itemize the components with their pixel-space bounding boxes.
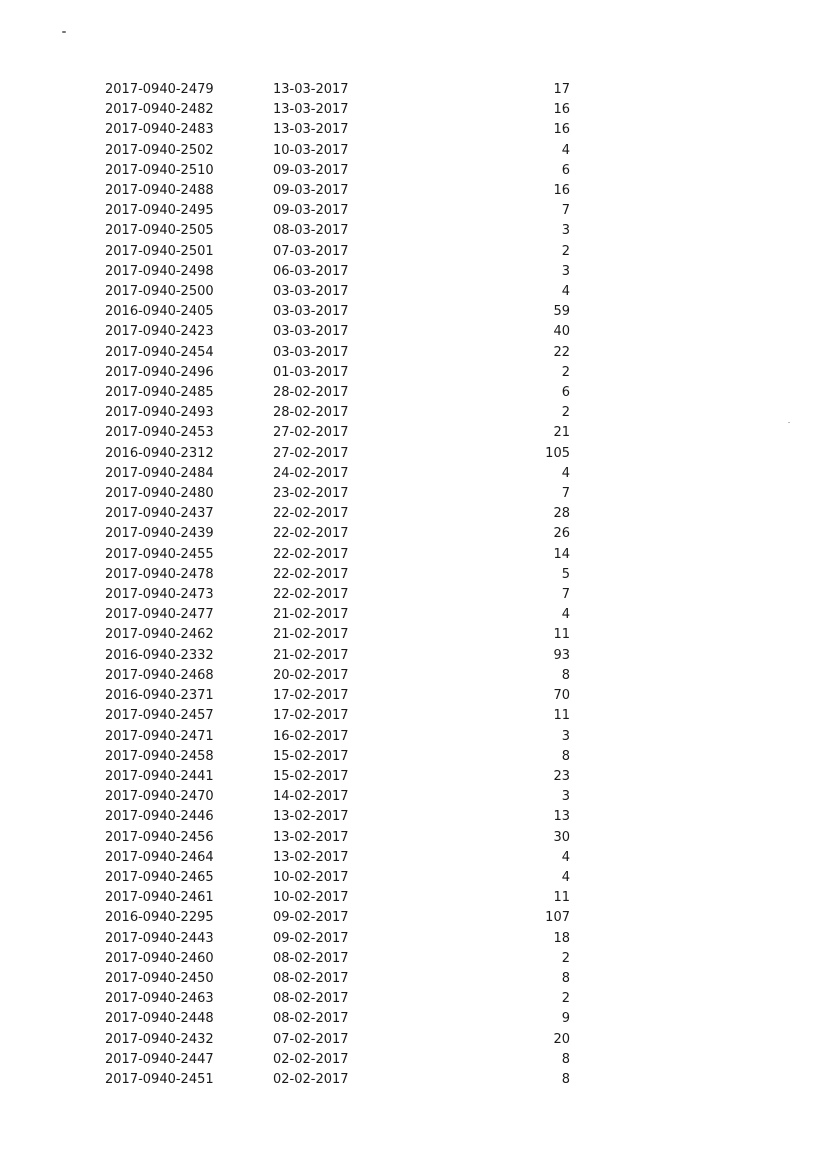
count-cell: 26 [553,526,570,542]
count-cell: 3 [561,263,570,279]
case-number-cell: 2017-0940-2456 [105,829,214,845]
table-row [105,646,570,666]
case-number-cell: 2017-0940-2496 [105,364,214,380]
date-cell: 14-02-2017 [273,789,349,805]
count-cell: 17 [553,82,570,97]
table-row [105,747,570,767]
date-cell: 27-02-2017 [273,445,349,461]
count-cell: 7 [561,587,570,603]
date-cell: 21-02-2017 [273,647,349,663]
date-cell: 07-03-2017 [273,243,349,259]
count-cell: 14 [553,546,570,562]
table-row [105,282,570,302]
case-number-cell: 2017-0940-2458 [105,748,214,764]
case-number-cell: 2017-0940-2453 [105,425,214,441]
date-cell: 20-02-2017 [273,667,349,683]
table-row [105,343,570,363]
date-cell: 13-03-2017 [273,122,349,138]
case-number-cell: 2017-0940-2484 [105,465,214,481]
date-cell: 10-02-2017 [273,869,349,885]
date-cell: 21-02-2017 [273,607,349,623]
table-row [105,464,570,484]
date-cell: 13-02-2017 [273,849,349,865]
case-number-cell: 2017-0940-2505 [105,223,214,239]
table-row [105,242,570,262]
date-cell: 22-02-2017 [273,587,349,603]
case-number-cell: 2017-0940-2488 [105,183,214,199]
table-row [105,625,570,645]
table-row [105,605,570,625]
count-cell: 16 [553,183,570,199]
table-row [105,706,570,726]
date-cell: 16-02-2017 [273,728,349,744]
date-cell: 03-03-2017 [273,344,349,360]
table-row [105,585,570,605]
count-cell: 6 [561,385,570,401]
count-cell: 9 [561,1011,570,1027]
case-number-cell: 2017-0940-2485 [105,385,214,401]
count-cell: 4 [561,607,570,623]
count-cell: 22 [553,344,570,360]
date-cell: 03-03-2017 [273,284,349,300]
case-number-cell: 2017-0940-2471 [105,728,214,744]
case-number-cell: 2017-0940-2473 [105,587,214,603]
date-cell: 28-02-2017 [273,385,349,401]
case-number-cell: 2017-0940-2441 [105,768,214,784]
table-row [105,383,570,403]
count-cell: 70 [553,688,570,704]
date-cell: 07-02-2017 [273,1031,349,1047]
count-cell: 105 [545,445,570,461]
date-cell: 10-03-2017 [273,142,349,158]
count-cell: 8 [561,1071,570,1087]
table-row [105,161,570,181]
table-row [105,888,570,908]
table-row [105,221,570,241]
case-number-cell: 2017-0940-2447 [105,1051,214,1067]
case-number-cell: 2017-0940-2478 [105,566,214,582]
case-number-cell: 2017-0940-2454 [105,344,214,360]
table-row [105,423,570,443]
count-cell: 2 [561,950,570,966]
count-cell: 11 [553,708,570,724]
date-cell: 13-02-2017 [273,809,349,825]
count-cell: 18 [553,930,570,946]
date-cell: 17-02-2017 [273,708,349,724]
count-cell: 93 [553,647,570,663]
count-cell: 4 [561,284,570,300]
date-cell: 08-02-2017 [273,950,349,966]
case-number-cell: 2017-0940-2479 [105,82,214,97]
case-number-cell: 2017-0940-2470 [105,789,214,805]
count-cell: 3 [561,728,570,744]
table-row [105,1070,570,1090]
date-cell: 01-03-2017 [273,364,349,380]
date-cell: 15-02-2017 [273,768,349,784]
table-row [105,363,570,383]
table-row [105,1009,570,1029]
case-number-cell: 2016-0940-2312 [105,445,214,461]
date-cell: 27-02-2017 [273,425,349,441]
case-number-cell: 2017-0940-2493 [105,405,214,421]
count-cell: 107 [545,910,570,926]
count-cell: 8 [561,1051,570,1067]
case-number-cell: 2017-0940-2483 [105,122,214,138]
table-row [105,868,570,888]
case-number-cell: 2017-0940-2439 [105,526,214,542]
scan-speck [62,31,66,33]
case-number-cell: 2017-0940-2455 [105,546,214,562]
case-number-cell: 2017-0940-2446 [105,809,214,825]
case-number-cell: 2017-0940-2457 [105,708,214,724]
table-row [105,504,570,524]
table-row [105,141,570,161]
date-cell: 21-02-2017 [273,627,349,643]
scan-speck [788,422,790,423]
date-cell: 13-03-2017 [273,102,349,118]
table-row [105,908,570,928]
table-row [105,120,570,140]
count-cell: 11 [553,890,570,906]
date-cell: 09-03-2017 [273,203,349,219]
table-row [105,807,570,827]
case-number-cell: 2016-0940-2405 [105,304,214,320]
table-row [105,787,570,807]
count-cell: 2 [561,405,570,421]
date-cell: 08-03-2017 [273,223,349,239]
table-row [105,100,570,120]
case-number-cell: 2017-0940-2448 [105,1011,214,1027]
date-cell: 10-02-2017 [273,890,349,906]
count-cell: 21 [553,425,570,441]
case-number-cell: 2017-0940-2465 [105,869,214,885]
count-cell: 3 [561,223,570,239]
count-cell: 28 [553,506,570,522]
table-row [105,1050,570,1070]
count-cell: 4 [561,142,570,158]
count-cell: 7 [561,486,570,502]
count-cell: 2 [561,243,570,259]
table-row [105,524,570,544]
table-row [105,545,570,565]
date-cell: 08-02-2017 [273,991,349,1007]
case-number-cell: 2017-0940-2468 [105,667,214,683]
date-cell: 09-02-2017 [273,910,349,926]
case-number-cell: 2017-0940-2464 [105,849,214,865]
table-row [105,181,570,201]
table-row [105,80,570,100]
case-number-cell: 2017-0940-2450 [105,970,214,986]
count-cell: 16 [553,122,570,138]
case-number-cell: 2017-0940-2500 [105,284,214,300]
table-row [105,969,570,989]
date-cell: 02-02-2017 [273,1051,349,1067]
count-cell: 8 [561,748,570,764]
count-cell: 4 [561,849,570,865]
count-cell: 4 [561,465,570,481]
date-cell: 23-02-2017 [273,486,349,502]
case-number-cell: 2017-0940-2423 [105,324,214,340]
count-cell: 2 [561,364,570,380]
case-table-body [105,80,570,1090]
date-cell: 13-02-2017 [273,829,349,845]
date-cell: 03-03-2017 [273,324,349,340]
table-row [105,686,570,706]
table-row [105,484,570,504]
count-cell: 13 [553,809,570,825]
case-number-cell: 2017-0940-2461 [105,890,214,906]
count-cell: 7 [561,203,570,219]
case-number-cell: 2017-0940-2498 [105,263,214,279]
case-number-cell: 2017-0940-2495 [105,203,214,219]
date-cell: 06-03-2017 [273,263,349,279]
case-number-cell: 2016-0940-2295 [105,910,214,926]
table-row [105,262,570,282]
table-row [105,302,570,322]
case-number-cell: 2017-0940-2463 [105,991,214,1007]
date-cell: 13-03-2017 [273,82,349,97]
count-cell: 59 [553,304,570,320]
count-cell: 30 [553,829,570,845]
table-row [105,1030,570,1050]
table-row [105,201,570,221]
date-cell: 09-03-2017 [273,183,349,199]
date-cell: 17-02-2017 [273,688,349,704]
table-row [105,403,570,423]
count-cell: 20 [553,1031,570,1047]
date-cell: 28-02-2017 [273,405,349,421]
date-cell: 22-02-2017 [273,526,349,542]
case-number-cell: 2017-0940-2501 [105,243,214,259]
count-cell: 40 [553,324,570,340]
table-row [105,949,570,969]
table-row [105,444,570,464]
case-number-cell: 2017-0940-2482 [105,102,214,118]
table-row [105,322,570,342]
date-cell: 03-03-2017 [273,304,349,320]
date-cell: 22-02-2017 [273,506,349,522]
table-row [105,565,570,585]
case-number-cell: 2017-0940-2432 [105,1031,214,1047]
count-cell: 5 [561,566,570,582]
date-cell: 22-02-2017 [273,566,349,582]
case-number-cell: 2016-0940-2332 [105,647,214,663]
case-number-cell: 2016-0940-2371 [105,688,214,704]
date-cell: 08-02-2017 [273,970,349,986]
case-number-cell: 2017-0940-2460 [105,950,214,966]
date-cell: 15-02-2017 [273,748,349,764]
count-cell: 6 [561,162,570,178]
case-number-cell: 2017-0940-2510 [105,162,214,178]
table-row [105,848,570,868]
count-cell: 8 [561,970,570,986]
date-cell: 09-03-2017 [273,162,349,178]
case-number-cell: 2017-0940-2451 [105,1071,214,1087]
count-cell: 2 [561,991,570,1007]
table-row [105,767,570,787]
date-cell: 22-02-2017 [273,546,349,562]
count-cell: 16 [553,102,570,118]
date-cell: 09-02-2017 [273,930,349,946]
table-row [105,828,570,848]
case-number-cell: 2017-0940-2437 [105,506,214,522]
table-row [105,666,570,686]
case-number-cell: 2017-0940-2480 [105,486,214,502]
date-cell: 02-02-2017 [273,1071,349,1087]
table-row [105,727,570,747]
case-table [105,80,570,1090]
case-number-cell: 2017-0940-2443 [105,930,214,946]
case-number-cell: 2017-0940-2502 [105,142,214,158]
table-row [105,989,570,1009]
count-cell: 4 [561,869,570,885]
count-cell: 8 [561,667,570,683]
case-number-cell: 2017-0940-2462 [105,627,214,643]
count-cell: 23 [553,768,570,784]
count-cell: 11 [553,627,570,643]
date-cell: 24-02-2017 [273,465,349,481]
count-cell: 3 [561,789,570,805]
case-number-cell: 2017-0940-2477 [105,607,214,623]
date-cell: 08-02-2017 [273,1011,349,1027]
table-row [105,929,570,949]
